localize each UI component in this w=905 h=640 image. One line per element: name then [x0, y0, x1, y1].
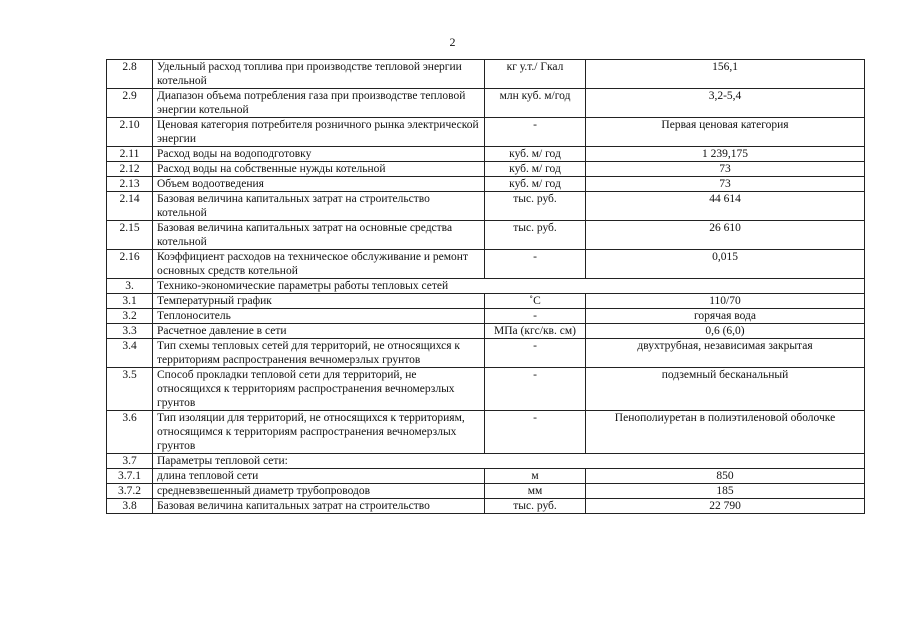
section-number: 3.7: [107, 454, 153, 469]
row-value: 73: [586, 162, 865, 177]
row-name: Базовая величина капитальных затрат на строительство котельной: [153, 192, 485, 221]
row-name: средневзвешенный диаметр трубопроводов: [153, 484, 485, 499]
row-number: 2.11: [107, 147, 153, 162]
row-number: 3.6: [107, 411, 153, 454]
row-unit: куб. м/ год: [485, 177, 586, 192]
row-value: 850: [586, 469, 865, 484]
row-name: Коэффициент расходов на техническое обслуживание и ремонт основных средств котельной: [153, 250, 485, 279]
row-value: горячая вода: [586, 309, 865, 324]
row-name: Объем водоотведения: [153, 177, 485, 192]
row-value: 26 610: [586, 221, 865, 250]
row-name: Ценовая категория потребителя розничного рынка электрической энергии: [153, 118, 485, 147]
row-number: 2.10: [107, 118, 153, 147]
row-name: Удельный расход топлива при производстве тепловой энергии котельной: [153, 60, 485, 89]
row-name: Расход воды на водоподготовку: [153, 147, 485, 162]
table-row: [107, 118, 865, 147]
row-name: Тип схемы тепловых сетей для территорий, не относящихся к территориям распространения вечномерзлых грунтов: [153, 339, 485, 368]
row-value: 22 790: [586, 499, 865, 514]
row-value: подземный бесканальный: [586, 368, 865, 411]
row-number: 3.1: [107, 294, 153, 309]
row-unit: -: [485, 118, 586, 147]
row-name: Диапазон объема потребления газа при производстве тепловой энергии котельной: [153, 89, 485, 118]
row-unit: -: [485, 339, 586, 368]
row-unit: мм: [485, 484, 586, 499]
section-header-row: [107, 279, 865, 294]
row-number: 3.3: [107, 324, 153, 339]
table-row: [107, 147, 865, 162]
row-number: 2.9: [107, 89, 153, 118]
table-row: [107, 368, 865, 411]
page-number: 2: [449, 35, 456, 49]
table-row: [107, 162, 865, 177]
parameters-table: [106, 59, 865, 514]
row-value: двухтрубная, независимая закрытая: [586, 339, 865, 368]
row-number: 3.2: [107, 309, 153, 324]
table-row: [107, 221, 865, 250]
row-number: 2.8: [107, 60, 153, 89]
table-row: [107, 177, 865, 192]
table-row: [107, 250, 865, 279]
row-value: 0,6 (6,0): [586, 324, 865, 339]
row-unit: тыс. руб.: [485, 192, 586, 221]
row-unit: МПа (кгс/кв. см): [485, 324, 586, 339]
section-number: 3.: [107, 279, 153, 294]
row-value: 1 239,175: [586, 147, 865, 162]
row-value: Пенополиуретан в полиэтиленовой оболочке: [586, 411, 865, 454]
table-row: [107, 324, 865, 339]
row-unit: куб. м/ год: [485, 162, 586, 177]
row-value: 44 614: [586, 192, 865, 221]
section-header-row: [107, 454, 865, 469]
row-number: 2.14: [107, 192, 153, 221]
table-row: [107, 469, 865, 484]
table-row: [107, 192, 865, 221]
table-row: [107, 89, 865, 118]
row-value: 185: [586, 484, 865, 499]
row-unit: м: [485, 469, 586, 484]
row-number: 3.5: [107, 368, 153, 411]
row-unit: -: [485, 309, 586, 324]
row-number: 2.15: [107, 221, 153, 250]
section-title: Параметры тепловой сети:: [153, 454, 865, 469]
row-unit: куб. м/ год: [485, 147, 586, 162]
row-number: 2.13: [107, 177, 153, 192]
table-row: [107, 484, 865, 499]
row-unit: кг у.т./ Гкал: [485, 60, 586, 89]
table-row: [107, 499, 865, 514]
table-row: [107, 339, 865, 368]
table-row: [107, 294, 865, 309]
row-name: Теплоноситель: [153, 309, 485, 324]
table-row: [107, 60, 865, 89]
row-name: Базовая величина капитальных затрат на строительство: [153, 499, 485, 514]
row-name: длина тепловой сети: [153, 469, 485, 484]
row-name: Температурный график: [153, 294, 485, 309]
row-unit: ˚С: [485, 294, 586, 309]
row-name: Тип изоляции для территорий, не относящихся к территориям, относящимся к территориям распространения вечномерзлых грунтов: [153, 411, 485, 454]
row-value: 73: [586, 177, 865, 192]
row-unit: -: [485, 411, 586, 454]
table-row: [107, 411, 865, 454]
row-unit: тыс. руб.: [485, 221, 586, 250]
row-unit: -: [485, 368, 586, 411]
row-name: Способ прокладки тепловой сети для территорий, не относящихся к территориям распространения вечномерзлых грунтов: [153, 368, 485, 411]
row-unit: -: [485, 250, 586, 279]
row-value: Первая ценовая категория: [586, 118, 865, 147]
row-name: Расход воды на собственные нужды котельной: [153, 162, 485, 177]
row-number: 3.7.2: [107, 484, 153, 499]
row-number: 3.8: [107, 499, 153, 514]
row-name: Базовая величина капитальных затрат на основные средства котельной: [153, 221, 485, 250]
row-value: 3,2-5,4: [586, 89, 865, 118]
section-title: Технико-экономические параметры работы тепловых сетей: [153, 279, 865, 294]
row-number: 3.4: [107, 339, 153, 368]
row-number: 2.12: [107, 162, 153, 177]
row-value: 0,015: [586, 250, 865, 279]
row-number: 2.16: [107, 250, 153, 279]
row-unit: тыс. руб.: [485, 499, 586, 514]
row-name: Расчетное давление в сети: [153, 324, 485, 339]
table-row: [107, 309, 865, 324]
row-value: 110/70: [586, 294, 865, 309]
row-value: 156,1: [586, 60, 865, 89]
row-unit: млн куб. м/год: [485, 89, 586, 118]
row-number: 3.7.1: [107, 469, 153, 484]
